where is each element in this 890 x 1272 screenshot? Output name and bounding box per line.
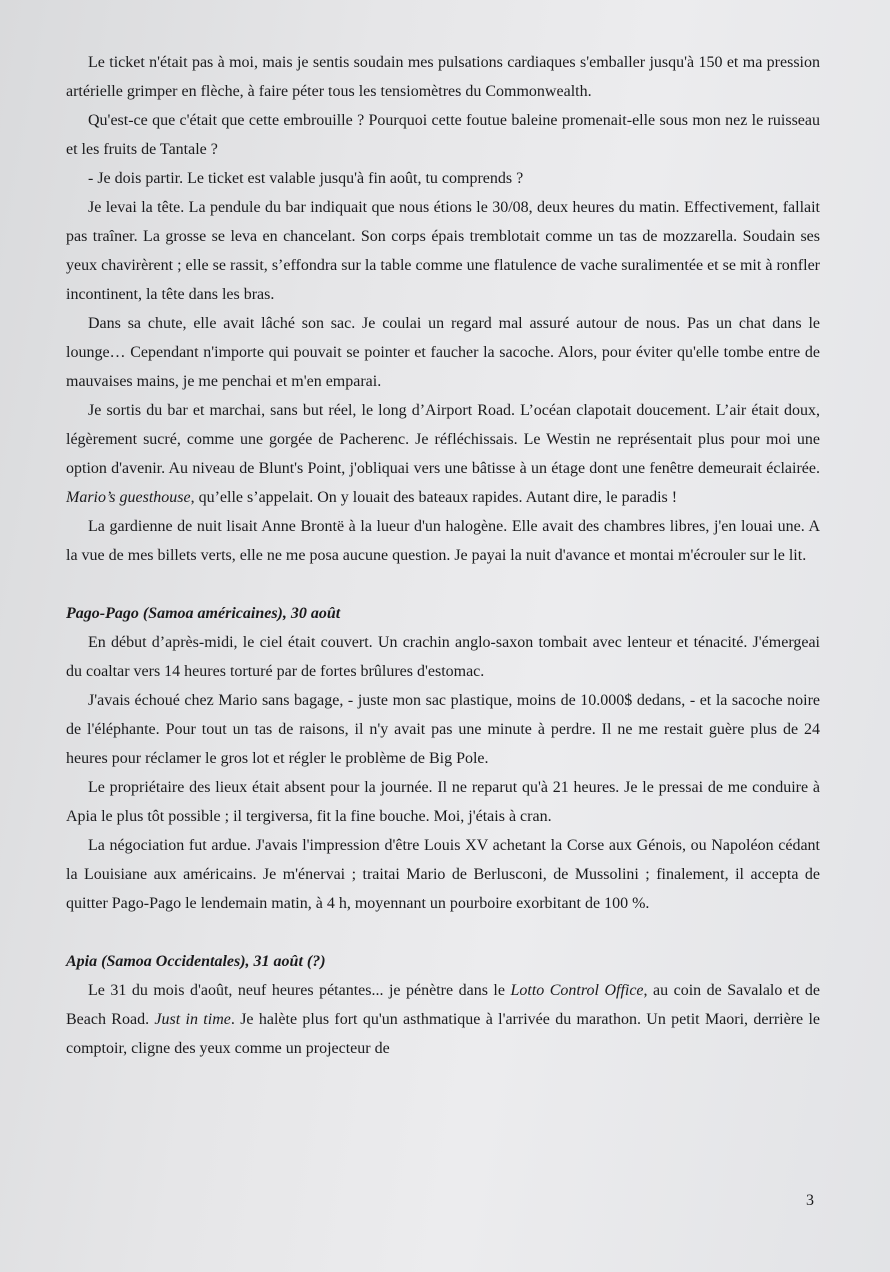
paragraph: Qu'est-ce que c'était que cette embrouille ? Pourquoi cette foutue baleine promenait-elle sous mon nez le ruisseau et les fruits de Tantale ? — [66, 112, 820, 158]
paragraph: - Je dois partir. Le ticket est valable jusqu'à fin août, tu comprends ? — [88, 170, 524, 187]
italic-text: Mario’s guesthouse — [66, 489, 191, 506]
paragraph: Dans sa chute, elle avait lâché son sac. Je coulai un regard mal assuré autour de nous. Pas un chat dans le lounge… Cependant n'importe qui pouvait se pointer et faucher la sacoche. Alors, pour éviter qu'elle tombe entre de mauvaises mains, je me penchai et m'en emparai. — [66, 315, 820, 390]
paragraph: En début d’après-midi, le ciel était couvert. Un crachin anglo-saxon tombait avec lenteur et ténacité. J'émergeai du coaltar vers 14 heures torturé par de fortes brûlures d'estomac. — [66, 634, 820, 680]
italic-text: Lotto Control Office — [510, 982, 644, 999]
paragraph-text: Je sortis du bar et marchai, sans but réel, le long d’Airport Road. L’océan clapotait doucement. L’air était doux, légèrement sucré, comme une gorgée de Pacherenc. Je réfléchissais. Le Westin ne représentait plus pour moi une option d'avenir. Au niveau de Blunt's Point, j'obliquai vers une bâtisse à un étage dont une fenêtre demeurait éclairée. — [66, 402, 820, 477]
paragraph-text: . Je halète plus fort qu'un asthmatique à l'arrivée du marathon. Un petit Maori, derrière le comptoir, cligne des yeux comme un projecteur de — [66, 1011, 821, 1057]
section-heading: Pago-Pago (Samoa américaines), 30 août — [66, 605, 341, 622]
paragraph-text: , au coin de Savalalo et de Beach Road. — [66, 982, 821, 1028]
section-heading: Apia (Samoa Occidentales), 31 août (?) — [66, 953, 326, 970]
paragraph: La gardienne de nuit lisait Anne Brontë à la lueur d'un halogène. Elle avait des chambres libres, j'en louai une. A la vue de mes billets verts, elle ne me posa aucune question. Je payai la nuit d'avance et montai m'écrouler sur le lit. — [66, 518, 820, 564]
paragraph: La négociation fut ardue. J'avais l'impression d'être Louis XV achetant la Corse aux Génois, ou Napoléon cédant la Louisiane aux américains. Je m'énervai ; traitai Mario de Berlusconi, de Mussolini ; finalement, il accepta de quitter Pago-Pago le lendemain matin, à 4 h, moyennant un pourboire exorbitant de 100 %. — [66, 837, 820, 912]
paragraph-text: Le 31 du mois d'août, neuf heures pétantes... je pénètre dans le — [88, 982, 511, 999]
paragraph: J'avais échoué chez Mario sans bagage, - juste mon sac plastique, moins de 10.000$ dedans, - et la sacoche noire de l'éléphante. Pour tout un tas de raisons, il n'y avait pas une minute à perdre. Il ne me restait guère plus de 24 heures pour réclamer le gros lot et régler le problème de Big Pole. — [66, 692, 820, 767]
paragraph — [66, 396, 820, 512]
paragraph: Le ticket n'était pas à moi, mais je sentis soudain mes pulsations cardiaques s'emballer jusqu'à 150 et ma pression artérielle grimper en flèche, à faire péter tous les tensiomètres du Commonwealth. — [66, 54, 820, 100]
paragraph-text: , qu’elle s’appelait. On y louait des bateaux rapides. Autant dire, le paradis ! — [190, 489, 678, 506]
paragraph — [66, 976, 820, 1063]
paragraph: Je levai la tête. La pendule du bar indiquait que nous étions le 30/08, deux heures du matin. Effectivement, fallait pas traîner. La grosse se leva en chancelant. Son corps épais tremblotait comme un tas de mozzarella. Soudain ses yeux chavirèrent ; elle se rassit, s’effondra sur la table comme une flatulence de vache suralimentée et se mit à ronfler incontinent, la tête dans les bras. — [66, 199, 820, 303]
page-text — [66, 48, 820, 1063]
italic-text: Just in time — [154, 1011, 231, 1028]
page-number: 3 — [806, 1192, 814, 1209]
paragraph: Le propriétaire des lieux était absent pour la journée. Il ne reparut qu'à 21 heures. Je le pressai de me conduire à Apia le plus tôt possible ; il tergiversa, fit la fine bouche. Moi, j'étais à cran. — [66, 779, 820, 825]
